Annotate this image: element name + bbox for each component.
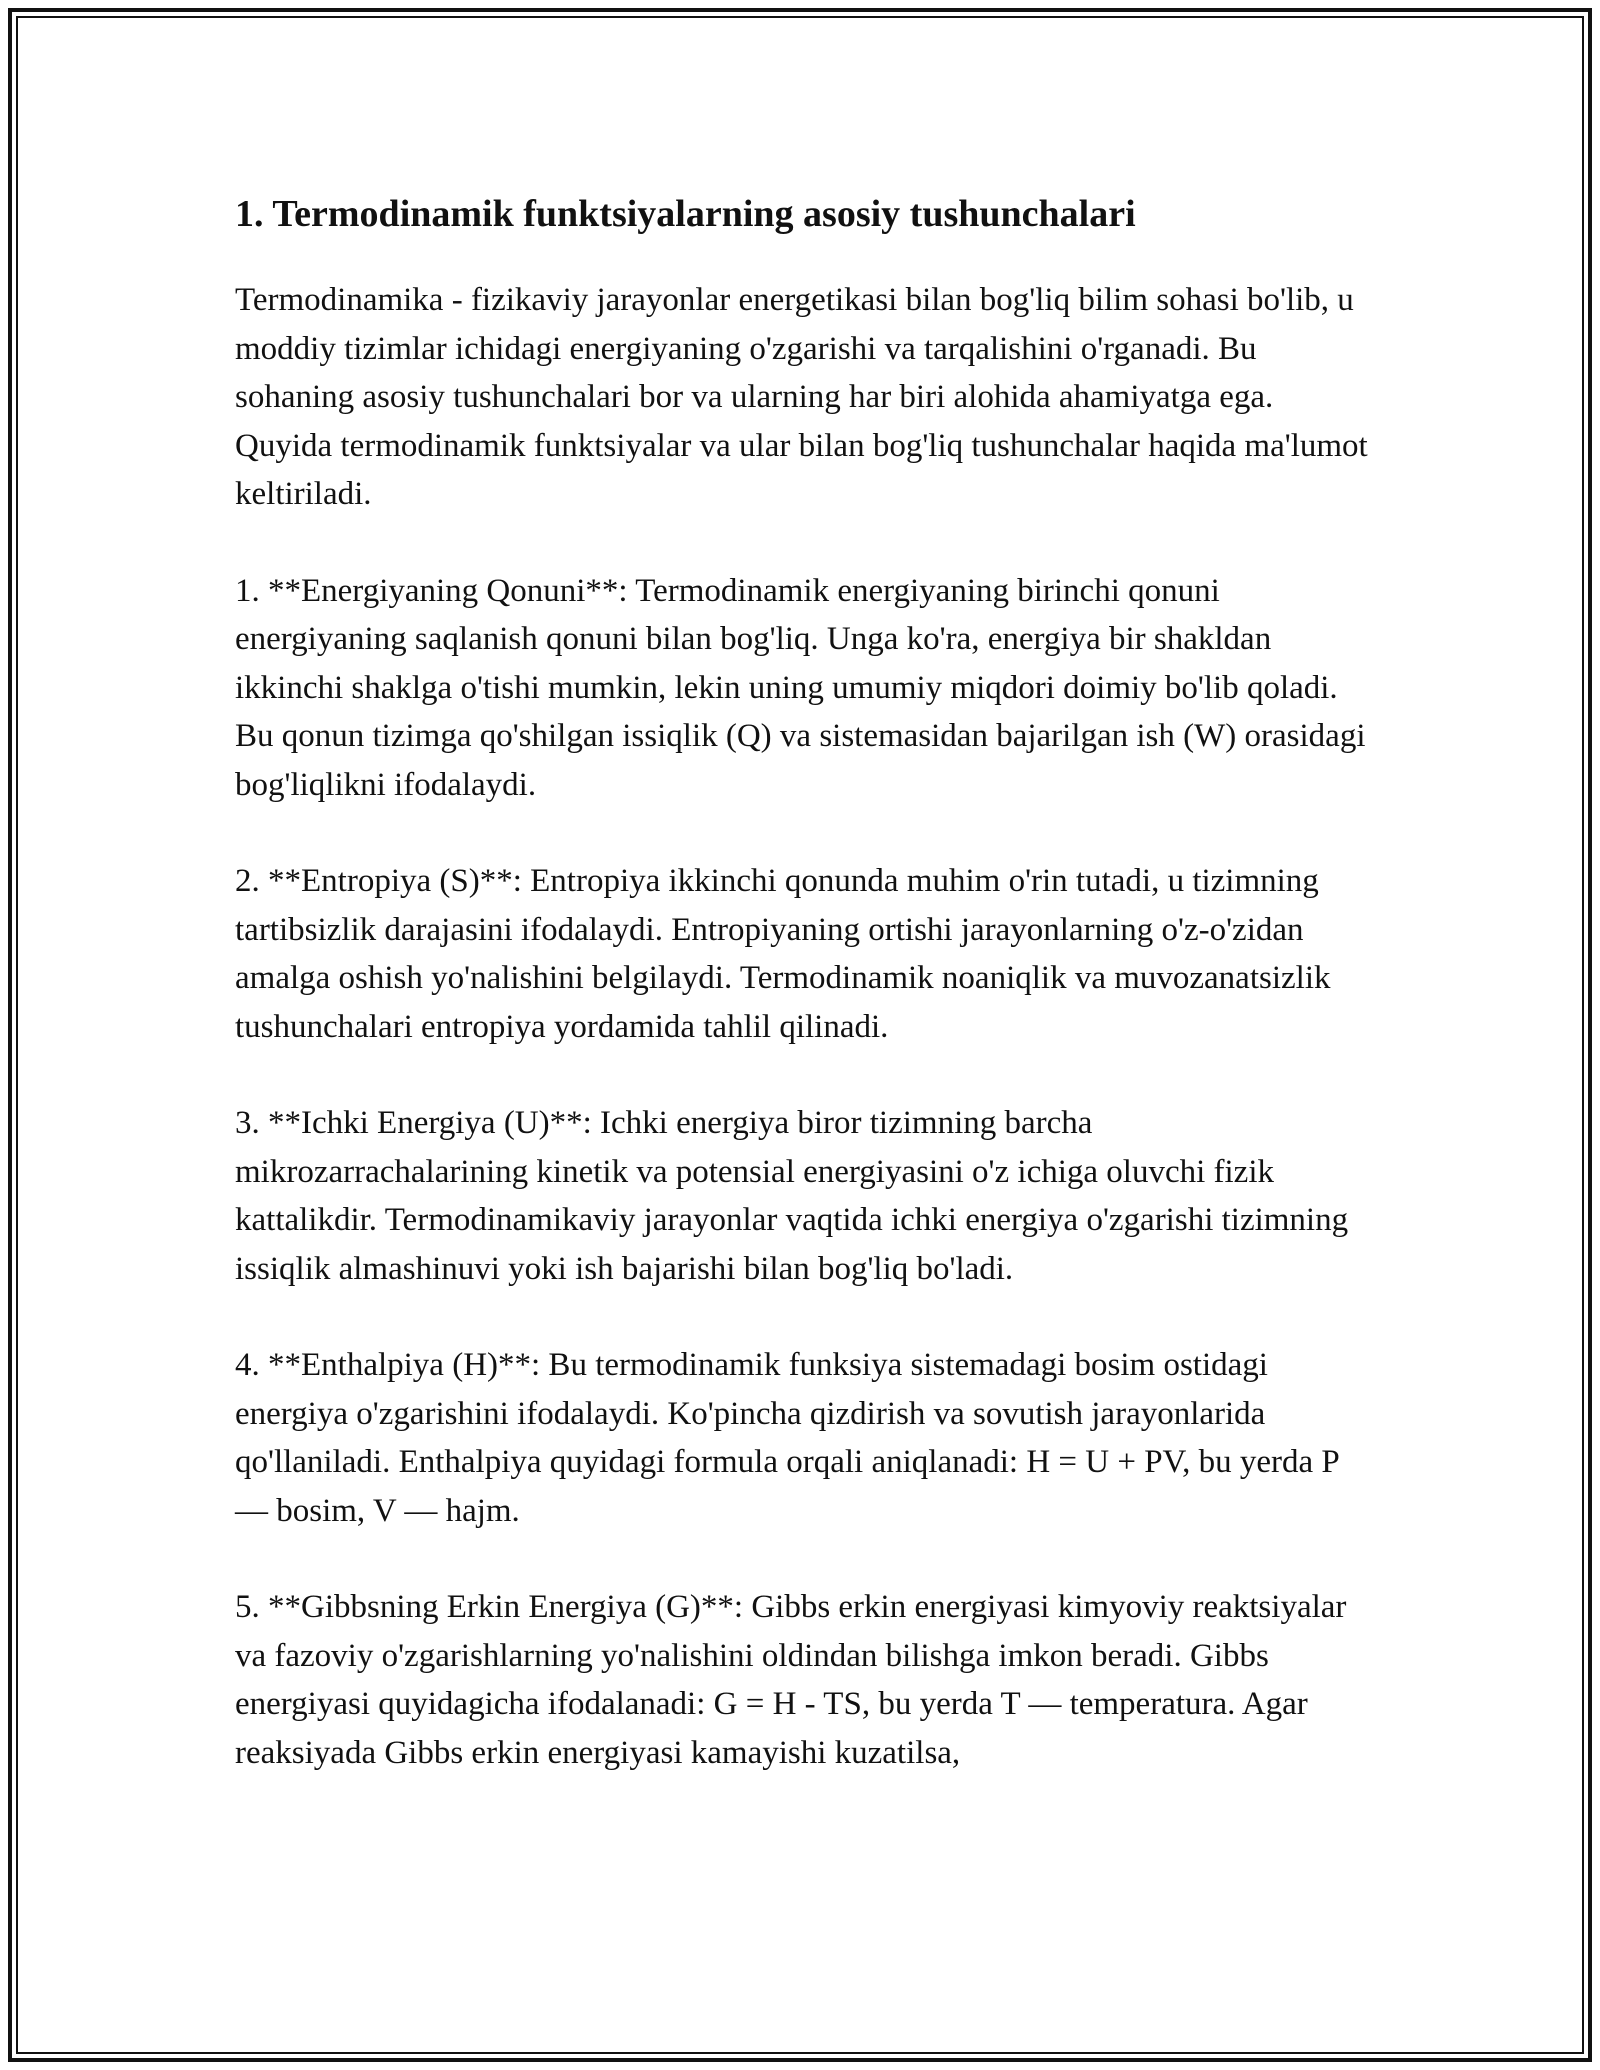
paragraph-energy-law: 1. **Energiyaning Qonuni**: Termodinamik energiyaning birinchi qonuni energiyaning saqlanish qonuni bilan bog'liq. Unga ko'ra, energiya bir shakldan ikkinchi shaklga o'tishi mumkin, lekin uning umumiy miqdori doimiy bo'lib qoladi. Bu qonun tizimga qo'shilgan issiqlik (Q) va sistemasidan bajarilgan ish (W) orasidagi bog'liqlikni ifodalaydi.	[235, 572, 1366, 803]
paragraph-internal-energy: 3. **Ichki Energiya (U)**: Ichki energiya biror tizimning barcha mikrozarrachalarining kinetik va potensial energiyasini o'z ichiga oluvchi fizik kattalikdir. Termodinamikaviy jarayonlar vaqtida ichki energiya o'zgarishi tizimning issiqlik almashinuvi yoki ish bajarishi bilan bog'liq bo'ladi.	[235, 1105, 1349, 1287]
paragraph-gibbs-energy: 5. **Gibbsning Erkin Energiya (G)**: Gibbs erkin energiyasi kimyoviy reaktsiyalar va fazoviy o'zgarishlarning yo'nalishini oldindan bilishga imkon beradi. Gibbs energiyasi quyidagicha ifodalanadi: G = H - TS, bu yerda T — temperatura. Agar reaksiyada Gibbs erkin energiyasi kamayishi kuzatilsa,	[235, 1589, 1347, 1771]
intro-paragraph: Termodinamika - fizikaviy jarayonlar energetikasi bilan bog'liq bilim sohasi bo'lib, u moddiy tizimlar ichidagi energiyaning o'zgarishi va tarqalishini o'rganadi. Bu sohaning asosiy tushunchalari bor va ularning har biri alohida ahamiyatga ega. Quyida termodinamik funktsiyalar va ular bilan bog'liq tushunchalar haqida ma'lumot keltiriladi.	[235, 282, 1368, 512]
section-heading: 1. Termodinamik funktsiyalarning asosiy tushunchalari	[235, 193, 1136, 235]
document-body	[235, 186, 1375, 1825]
paragraph-enthalpy: 4. **Enthalpiya (H)**: Bu termodinamik funksiya sistemadagi bosim ostidagi energiya o'zgarishini ifodalaydi. Ko'pincha qizdirish va sovutish jarayonlarida qo'llaniladi. Enthalpiya quyidagi formula orqali aniqlanadi: H = U + PV, bu yerda P — bosim, V — hajm.	[235, 1347, 1339, 1529]
paragraph-entropy: 2. **Entropiya (S)**: Entropiya ikkinchi qonunda muhim o'rin tutadi, u tizimning tartibsizlik darajasini ifodalaydi. Entropiyaning ortishi jarayonlarning o'z-o'zidan amalga oshish yo'nalishini belgilaydi. Termodinamik noaniqlik va muvozanatsizlik tushunchalari entropiya yordamida tahlil qilinadi.	[235, 863, 1331, 1045]
